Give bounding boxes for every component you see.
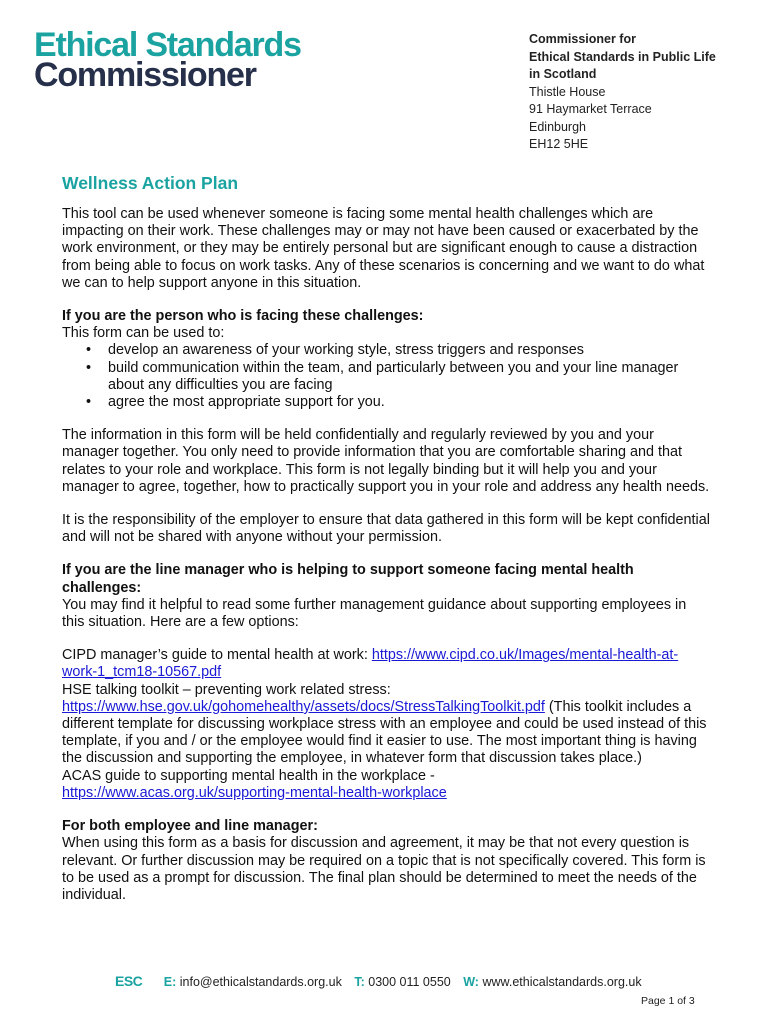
confidential-paragraph: The information in this form will be held confidentially and regularly reviewed by you and your manager together. You only need to provide information that you are comfortable sharing and that relates to your role and workplace. This form is not legally binding but it will help you and your manager to agree, together, how to practically support you in your role and address any health needs. (62, 427, 710, 495)
address-line: in Scotland (529, 67, 597, 81)
footer-email: info@ethicalstandards.org.uk (179, 975, 342, 989)
cipd-paragraph (62, 647, 712, 681)
acas-text: ACAS guide to supporting mental health in the workplace - (62, 767, 435, 784)
address-line: Edinburgh (529, 119, 586, 134)
both-paragraph: When using this form as a basis for discussion and agreement, it may be that not every question is relevant. Or further discussion may be required on a topic that is not specifically covered. This form is to be used as a prompt for discussion. The final plan should be determined to meet the needs of the individual. (62, 835, 706, 903)
hse-text: HSE talking toolkit – preventing work related stress: (62, 681, 391, 698)
manager-heading: If you are the line manager who is helping to support someone facing mental health challenges: (62, 562, 634, 596)
address-line: Commissioner for (529, 32, 636, 46)
intro-paragraph: This tool can be used whenever someone is facing some mental health challenges which are impacting on their work. These challenges may or may not have been caused or exacerbated by the work environment, or they may be entirely personal but are significant enough to cause a distraction from being able to focus on work tasks. Any of these scenarios is concerning and we want to do what we can to help support anyone in this situation. (62, 206, 705, 291)
address-line: Ethical Standards in Public Life (529, 49, 716, 64)
address-block (529, 31, 716, 154)
cipd-text: CIPD manager’s guide to mental health at work: (62, 647, 372, 664)
address-line: 91 Haymarket Terrace (529, 102, 652, 116)
hse-link[interactable]: https://www.hse.gov.uk/gohomehealthy/assets/docs/StressTalkingToolkit.pdf (62, 698, 545, 715)
acas-link[interactable]: https://www.acas.org.uk/supporting-mental-health-workplace (62, 784, 447, 801)
address-line: Thistle House (529, 84, 606, 99)
bullet-list (62, 342, 712, 411)
logo-line-2: Commissioner (34, 56, 256, 94)
person-lead: This form can be used to: (62, 325, 225, 342)
logo (34, 26, 301, 94)
phone-label: T: (354, 975, 365, 989)
address-line: EH12 5HE (529, 137, 589, 151)
footer-phone: 0300 011 0550 (368, 975, 451, 989)
hse-note: (This toolkit includes a different template for discussing workplace stress with an employee and could be used instead of this template, if you and / or the employee would find it easier to use. The most important thing is having the discussion and supporting the employee, in whatever form that discussion takes place.) (62, 698, 707, 767)
hse-paragraph (62, 699, 712, 768)
cipd-link[interactable]: https://www.cipd.co.uk/Images/mental-health-at-work-1_tcm18-10567.pdf (62, 647, 679, 681)
acas-paragraph (62, 785, 712, 802)
list-item: • build communication within the team, and particularly between you and your line manager about any difficulties you are facing (108, 360, 712, 394)
web-label: W: (463, 975, 479, 989)
footer (115, 973, 642, 989)
footer-web: www.ethicalstandards.org.uk (482, 975, 642, 989)
page-number: Page 1 of 3 (641, 995, 695, 1007)
list-item: • agree the most appropriate support for you. (108, 394, 712, 411)
both-heading: For both employee and line manager: (62, 818, 318, 835)
responsibility-paragraph: It is the responsibility of the employer to ensure that data gathered in this form will be kept confidential and will not be shared with anyone without your permission. (62, 512, 710, 546)
logo-line-1: Ethical Standards (34, 26, 301, 64)
manager-lead: You may find it helpful to read some further management guidance about supporting employees in this situation. Here are a few options: (62, 596, 687, 631)
document-body (62, 172, 712, 904)
email-label: E: (163, 975, 177, 989)
page-title: Wellness Action Plan (62, 173, 239, 193)
list-item: • develop an awareness of your working style, stress triggers and responses (108, 342, 712, 359)
footer-logo: ESC (115, 973, 143, 989)
person-heading: If you are the person who is facing these challenges: (62, 308, 424, 325)
